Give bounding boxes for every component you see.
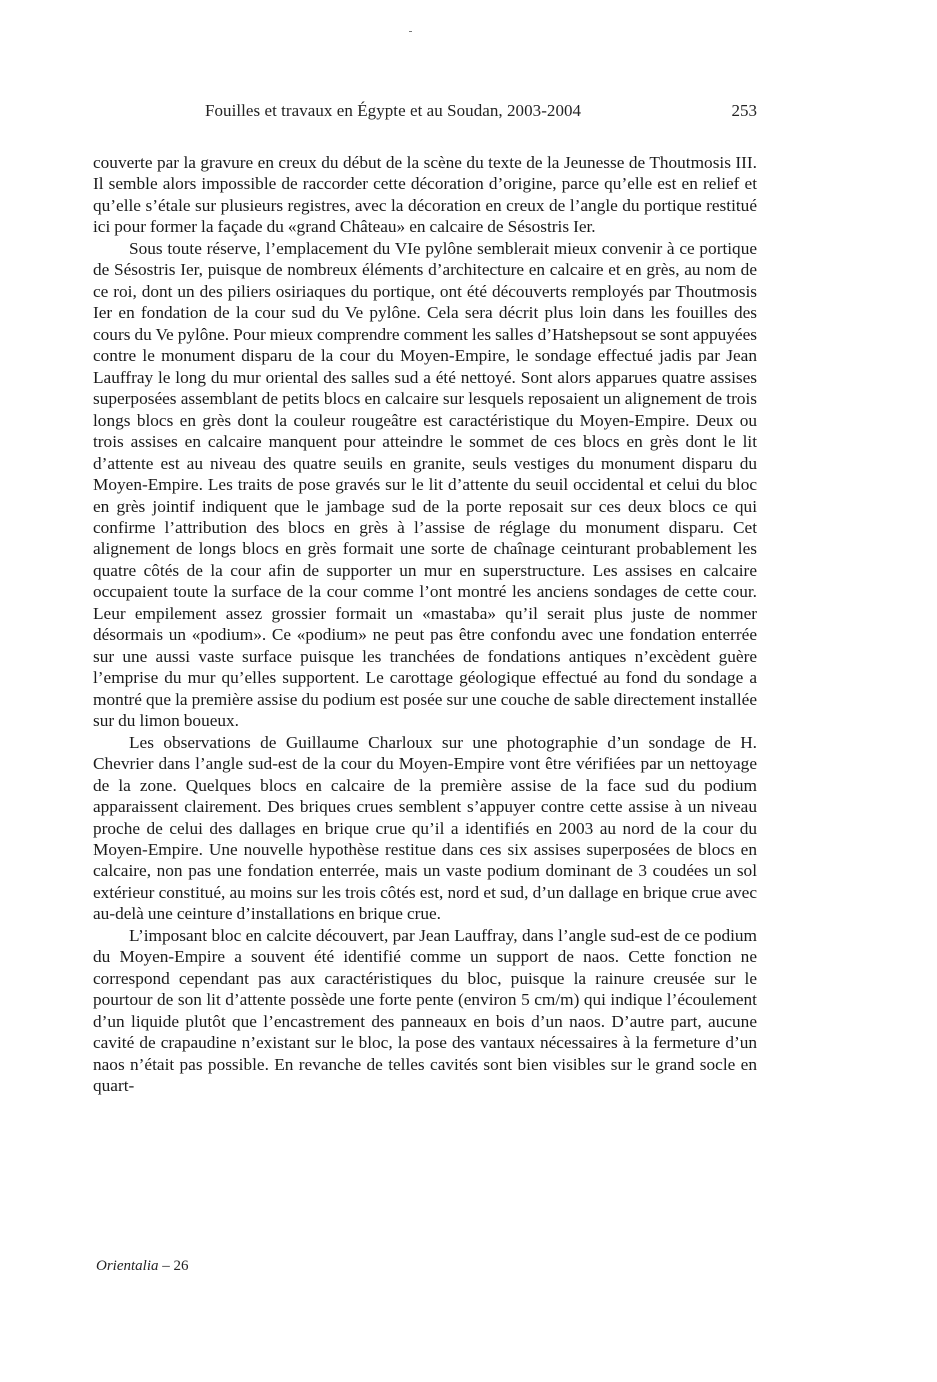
footer-signature: [96, 1258, 189, 1275]
running-header: [93, 101, 757, 125]
running-title: Fouilles et travaux en Égypte et au Soudan, 2003-2004: [205, 101, 582, 120]
paragraph-1: couverte par la gravure en creux du début de la scène du texte de la Jeunesse de Thoutmosis III. Il semble alors impossible de raccorder cette décoration d’origine, parce qu’elle est en relief et qu’elle s’étale sur plusieurs registres, avec la décoration en creux de l’angle du portique restitué ici pour former la façade du «grand Château» en calcaire de Sésostris Ier.: [93, 153, 757, 237]
body-text: [93, 152, 757, 1097]
paragraph-2: Sous toute réserve, l’emplacement du VIe pylône semblerait mieux convenir à ce portique de Sésostris Ier, puisque de nombreux éléments d’architecture en calcaire et en grès, au nom de ce roi, dont un des piliers osiriaques du portique, ont été découverts remployés par Thoutmosis Ier en fondation de la cour sud du Ve pylône. Cela sera décrit plus loin dans les fouilles des cours du Ve pylône. Pour mieux comprendre comment les salles d’Hatshepsout se sont appuyées contre le monument disparu de la cour du Moyen-Empire, le sondage effectué jadis par Jean Lauffray le long du mur oriental des salles sud a été nettoyé. Sont alors apparues quatre assises superposées assemblant de petits blocs en calcaire sur lesquels reposaient un alignement de trois longs blocs en grès dont la couleur rougeâtre est caractéristique du Moyen-Empire. Deux ou trois assises en calcaire manquent pour atteindre le sommet de ces blocs en grès dont le lit d’attente est au niveau des quatre seuils en granite, seuls vestiges du monument disparu du Moyen-Empire. Les traits de pose gravés sur le lit d’attente du seuil occidental et celui du bloc en grès jointif indiquent que le jambage sud de la porte reposait sur ces deux blocs ce qui confirme l’attribution des blocs en grès à l’assise de réglage du monument disparu. Cet alignement de longs blocs en grès formait une sorte de chaînage ceinturant probablement les quatre côtés de la cour afin de supporter un mur en superstructure. Les assises en calcaire occupaient toute la surface de la cour comme l’ont montré les anciens sondages de cette cour. Leur empilement assez grossier formait un «mastaba» qu’il serait plus juste de nommer désormais un «podium». Ce «podium» ne peut pas être confondu avec une fondation enterrée sur une aussi vaste surface puisque les tranchées de fondations antiques n’excèdent guère l’emprise du mur qu’elles supportent. Le carottage géologique effectué au fond du sondage a montré que la première assise du podium est posée sur une couche de sable directement installée sur du limon boueux.: [93, 238, 757, 731]
footer-sheet-number: – 26: [162, 1258, 189, 1274]
page-number: 253: [731, 101, 757, 120]
scan-speck: [409, 31, 412, 32]
paragraph-3: Les observations de Guillaume Charloux sur une photographie d’un sondage de H. Chevrier dans l’angle sud-est de la cour du Moyen-Empire vont être vérifiées par un nettoyage de la zone. Quelques blocs en calcaire de la première assise de la face sud du podium apparaissent clairement. Des briques crues semblent s’appuyer contre cette assise à un niveau proche de celui des dallages en brique crue qu’il a identifiés en 2003 au nord de la cour du Moyen-Empire. Une nouvelle hypothèse restitue dans ces six assises superposées de blocs en calcaire, non pas une fondation enterrée, mais un vaste podium dominant de 3 coudées un sol extérieur constitué, au moins sur les trois côtés est, nord et sud, d’un dallage en brique crue avec au-delà une ceinture d’installations en brique crue.: [93, 732, 757, 924]
paragraph-4: L’imposant bloc en calcite découvert, par Jean Lauffray, dans l’angle sud-est de ce podium du Moyen-Empire a souvent été identifié comme un support de naos. Cette fonction ne correspond cependant pas aux caractéristiques du bloc, puisque la rainure creusée sur le pourtour de son lit d’attente possède une forte pente (environ 5 cm/m) qui indique l’écoulement d’un liquide plutôt que l’encastrement des panneaux en bois d’un naos. D’autre part, aucune cavité de crapaudine n’existant sur le bloc, la pose des vantaux nécessaires à la fermeture d’un naos n’était pas possible. En revanche de telles cavités sont bien visibles sur le grand socle en quart-: [93, 925, 757, 1096]
footer-journal-name: Orientalia: [96, 1258, 159, 1274]
